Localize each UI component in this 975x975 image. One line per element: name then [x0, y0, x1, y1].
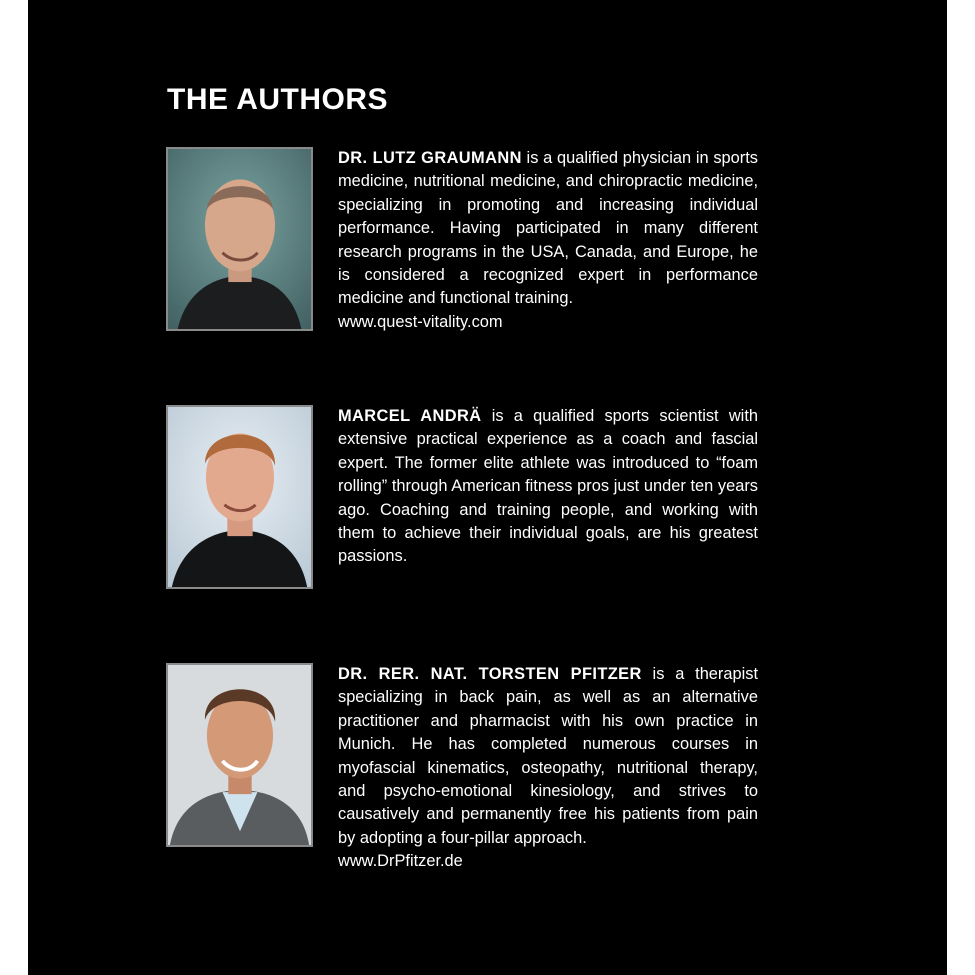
author-name: MARCEL ANDRÄ: [338, 407, 482, 425]
author-photo: [166, 663, 313, 847]
author-name: DR. RER. NAT. TORSTEN PFITZER: [338, 665, 642, 683]
authors-page: [28, 0, 947, 975]
author-website-link[interactable]: www.quest-vitality.com: [338, 312, 503, 331]
author-bio-text: is a qualified sports scientist with extensive practical experience as a coach and fascial expert. The former elite athlete was introduced to “foam rolling” through American fitness pros just under ten years ago. Coaching and training people, and working with them to achieve their individual goals, are his greatest passions.: [338, 407, 758, 566]
author-bio: [338, 405, 758, 569]
author-bio: [338, 147, 758, 334]
portrait-image: [168, 149, 311, 329]
portrait-image: [168, 407, 311, 587]
page-title: THE AUTHORS: [167, 83, 389, 116]
portrait-image: [168, 665, 311, 845]
author-website-link[interactable]: www.DrPfitzer.de: [338, 852, 463, 871]
author-photo: [166, 147, 313, 331]
author-name: DR. LUTZ GRAUMANN: [338, 149, 522, 167]
author-bio-text: is a therapist specializing in back pain, as well as an alternative practitioner and pharmacist with his own practice in Munich. He has completed numerous courses in myofascial kinematics, osteopathy, nutritional therapy, and psycho-emotional kinesiology, and strives to causatively and permanently free his patients from pain by adopting a four-pillar approach.: [338, 665, 758, 847]
author-bio-text: is a qualified physician in sports medicine, nutritional medicine, and chiropractic medicine, specializing in promoting and increasing individual performance. Having participated in many different research programs in the USA, Canada, and Europe, he is considered a recognized expert in performance medicine and functional training.: [338, 149, 758, 308]
author-photo: [166, 405, 313, 589]
author-bio: [338, 663, 758, 874]
